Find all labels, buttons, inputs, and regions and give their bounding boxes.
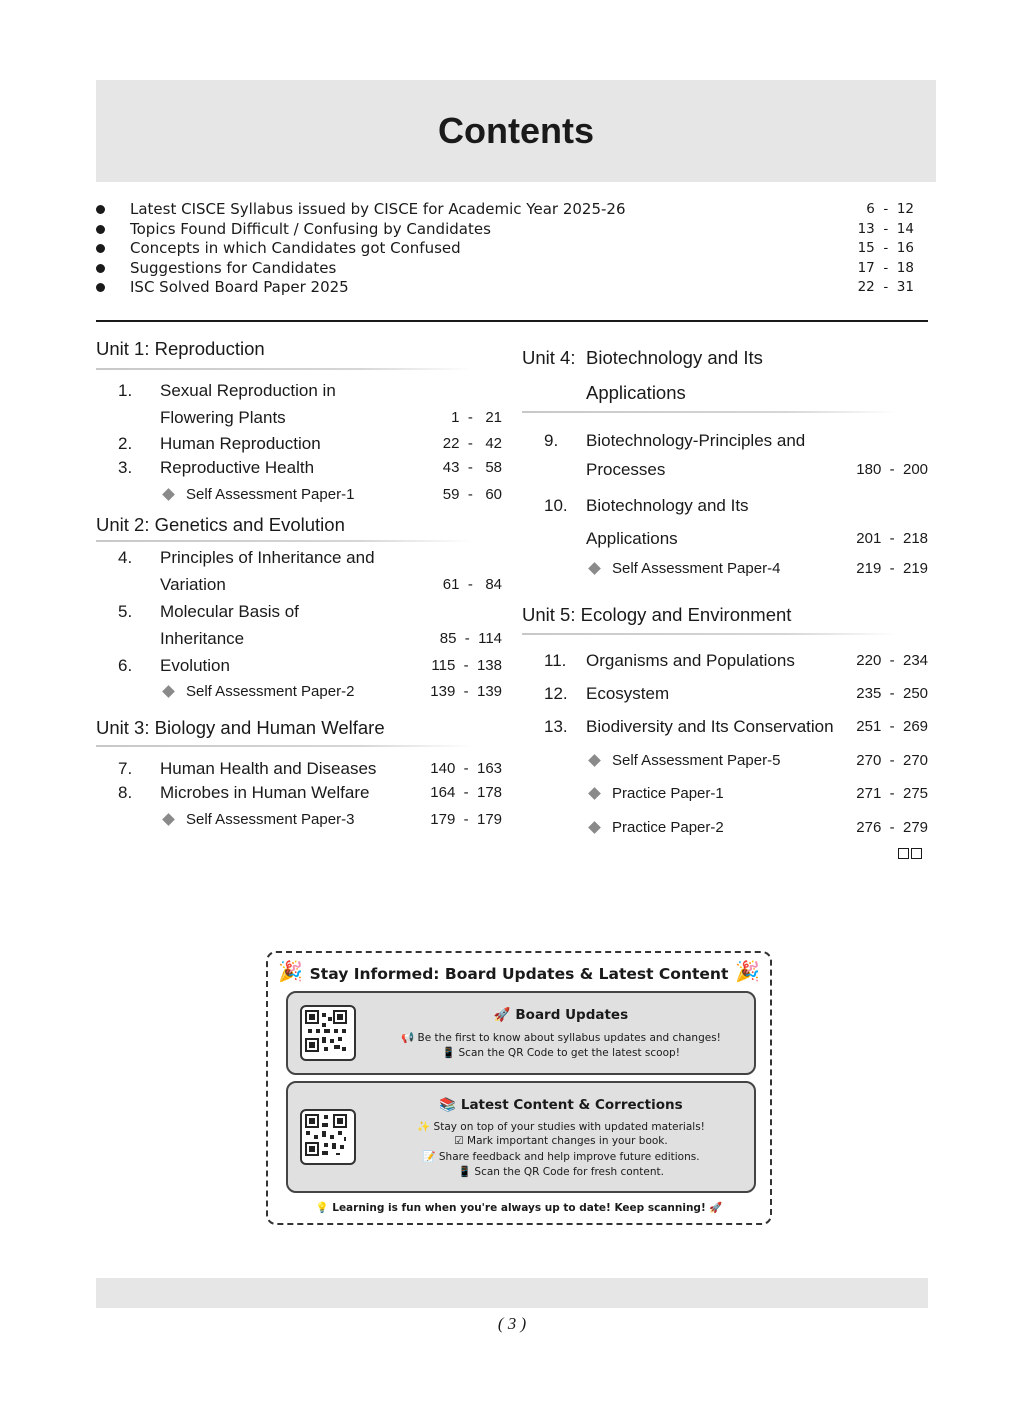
- list-item: Latest CISCE Syllabus issued by CISCE for Academic Year 2025-26 6 - 12: [96, 200, 914, 220]
- board-updates-line: 📢 Be the first to know about syllabus updates and changes!: [401, 1032, 721, 1044]
- board-updates-line: 📱 Scan the QR Code to get the latest scoop!: [442, 1047, 680, 1059]
- phone-icon: 📱: [442, 1047, 456, 1059]
- sparkles-icon: ✨: [417, 1121, 431, 1133]
- bullet-icon: [96, 225, 105, 234]
- info-box-title: Stay Informed: Board Updates & Latest Content: [309, 965, 729, 983]
- page-number: ( 3 ): [497, 1314, 527, 1333]
- practice-paper-row: Practice Paper-1 271 - 275: [522, 785, 928, 819]
- chapter-row: 10. Biotechnology and Its Applications 201 - 218: [544, 496, 928, 548]
- bullet-icon: [96, 283, 105, 292]
- list-item: Topics Found Difficult / Confusing by Candidates 13 - 14: [96, 220, 914, 240]
- end-mark: [898, 848, 922, 859]
- chapter-row: 5. Molecular Basis of Inheritance 85 - 114: [118, 602, 502, 648]
- unit-heading: Unit 4: Biotechnology and Its Applications: [522, 347, 763, 403]
- phone-icon: 📱: [458, 1166, 472, 1178]
- self-assessment-row: Self Assessment Paper-1 59 - 60: [96, 486, 502, 514]
- unit-divider: [96, 745, 472, 747]
- chapter-row: 4. Principles of Inheritance and Variation 61 - 84: [118, 548, 502, 594]
- diamond-bullet-icon: [588, 787, 601, 800]
- chapter-row: 6. Evolution 115 - 138: [118, 656, 502, 675]
- chapter-row: 3. Reproductive Health 43 - 58: [118, 458, 502, 477]
- practice-paper-row: Practice Paper-2 276 - 279: [522, 819, 928, 847]
- square-icon: [911, 848, 922, 859]
- self-assessment-row: Self Assessment Paper-5 270 - 270: [522, 752, 928, 785]
- page-title: Contents: [438, 110, 594, 151]
- unit-divider: [522, 411, 898, 413]
- latest-content-line: 📱 Scan the QR Code for fresh content.: [458, 1166, 664, 1178]
- unit-heading: Unit 2: Genetics and Evolution: [96, 514, 345, 535]
- list-item: ISC Solved Board Paper 2025 22 - 31: [96, 278, 914, 298]
- latest-content-title: 📚 Latest Content & Corrections: [439, 1097, 683, 1113]
- unit-divider: [96, 368, 472, 370]
- party-popper-icon: 🎉: [278, 961, 303, 983]
- books-icon: 📚: [439, 1097, 457, 1113]
- memo-icon: 📝: [422, 1151, 436, 1163]
- list-item: Suggestions for Candidates 17 - 18: [96, 259, 914, 279]
- party-popper-icon: 🎉: [735, 961, 760, 983]
- qr-code[interactable]: [300, 1005, 356, 1061]
- board-updates-panel: [286, 991, 756, 1075]
- megaphone-icon: 📢: [401, 1032, 415, 1044]
- diamond-bullet-icon: [588, 754, 601, 767]
- diamond-bullet-icon: [162, 685, 175, 698]
- qr-code[interactable]: [300, 1109, 356, 1165]
- diamond-bullet-icon: [588, 821, 601, 834]
- rocket-icon: 🚀: [493, 1007, 511, 1023]
- latest-content-line: 📝 Share feedback and help improve future editions.: [422, 1151, 700, 1163]
- diamond-bullet-icon: [162, 488, 175, 501]
- square-icon: [898, 848, 909, 859]
- checkbox-icon: ☑: [454, 1135, 464, 1147]
- chapter-row: 7. Human Health and Diseases 140 - 163: [118, 759, 502, 778]
- rocket-icon: 🚀: [709, 1202, 723, 1214]
- info-box-footer: 💡 Learning is fun when you're always up to date! Keep scanning! 🚀: [315, 1202, 723, 1214]
- chapter-row: 2. Human Reproduction 22 - 42: [118, 434, 502, 453]
- self-assessment-row: Self Assessment Paper-3 179 - 179: [96, 811, 502, 839]
- bullet-icon: [96, 264, 105, 273]
- board-updates-title: 🚀 Board Updates: [493, 1007, 629, 1023]
- title-band: [96, 80, 936, 182]
- diamond-bullet-icon: [162, 813, 175, 826]
- unit-heading: Unit 5: Ecology and Environment: [522, 604, 792, 625]
- lightbulb-icon: 💡: [315, 1202, 329, 1214]
- self-assessment-row: Self Assessment Paper-2 139 - 139: [96, 681, 502, 717]
- unit-heading: Unit 1: Reproduction: [96, 338, 265, 359]
- bullet-icon: [96, 205, 105, 214]
- chapter-row: 13. Biodiversity and Its Conservation 251 - 269: [544, 717, 928, 736]
- divider: [96, 320, 928, 322]
- unit-divider: [96, 540, 472, 542]
- chapter-row: 9. Biotechnology-Principles and Processes 180 - 200: [544, 431, 928, 479]
- list-item: Concepts in which Candidates got Confused 15 - 16: [96, 239, 914, 259]
- contents-left-column: [96, 338, 502, 839]
- self-assessment-row: Self Assessment Paper-4 219 - 219: [522, 560, 928, 604]
- footer-band: [96, 1278, 928, 1308]
- chapter-row: 12. Ecosystem 235 - 250: [544, 684, 928, 703]
- chapter-row: 11. Organisms and Populations 220 - 234: [544, 651, 928, 670]
- latest-content-line: ☑ Mark important changes in your book.: [454, 1135, 668, 1147]
- chapter-row: 8. Microbes in Human Welfare 164 - 178: [118, 783, 502, 802]
- bullet-icon: [96, 244, 105, 253]
- chapter-row: 1. Sexual Reproduction in Flowering Plants 1 - 21: [118, 381, 502, 427]
- unit-divider: [522, 633, 898, 635]
- latest-content-line: ✨ Stay on top of your studies with updated materials!: [417, 1121, 705, 1133]
- contents-right-column: [522, 338, 928, 847]
- front-matter-list: [96, 200, 914, 298]
- stay-informed-box: [266, 951, 772, 1225]
- diamond-bullet-icon: [588, 562, 601, 575]
- latest-content-panel: [286, 1081, 756, 1193]
- unit-heading: Unit 3: Biology and Human Welfare: [96, 717, 385, 738]
